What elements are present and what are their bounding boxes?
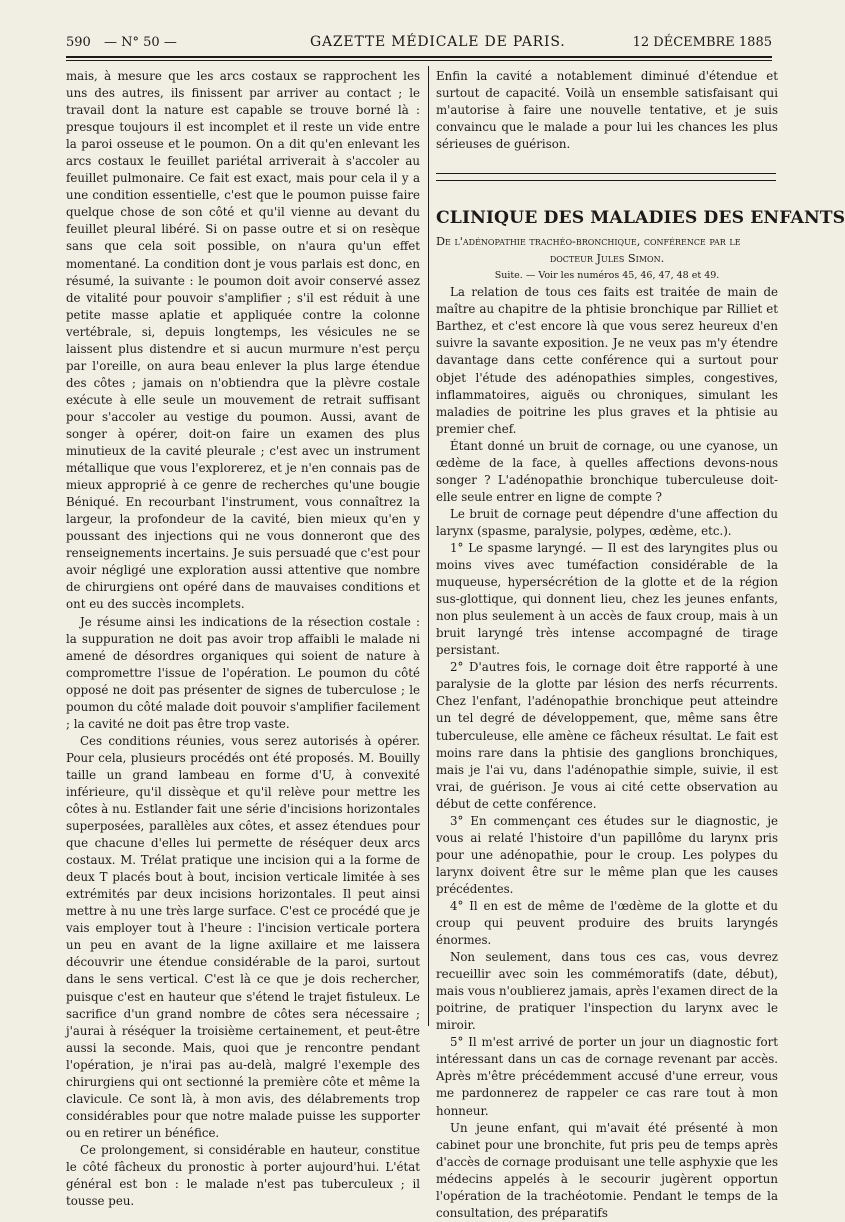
- lecture-body: [436, 284, 778, 1222]
- body-paragraph: Le bruit de cornage peut dépendre d'une affection du larynx (spasme, paralysie, polypes, œdème, etc.).: [436, 506, 778, 538]
- body-paragraph: mais, à mesure que les arcs costaux se rapprochent les uns des autres, ils finissent par arriver au contact ; le travail dont la nature est capable se trouve borné là : presque toujours il est incomplet et il reste un vide entre la paroi osseuse et le poumon. On a dit qu'en enlevant les arcs costaux le feuillet pariétal arriverait à s'accoler au feuillet pulmonaire. Ce fait est exact, mais pour cela il y a une condition essentielle, c'est que le poumon puisse faire quelque chose de son côté et qu'il vienne au devant du feuillet pleural libéré. Si on passe outre et si on resèque sans que cela soit possible, on n'aura qu'un effet momentané. La condition dont je vous parlais est donc, en résumé, la suivante : le poumon doit avoir conservé assez de vitalité pour pouvoir s'amplifier ; s'il est réduit à une petite masse aplatie et appliquée contre la colonne vertébrale, si, depuis longtemps, les vésicules ne se laissent plus distendre et si aucun murmure n'est perçu par l'oreille, on aura beau enlever la plus large étendue des côtes ; jamais on n'obtiendra que la plèvre costale exécute à elle seule un mouvement de retrait suffisant pour s'accoler au vestige du poumon. Aussi, avant de songer à opérer, doit-on faire un examen des plus minutieux de la cavité pleurale ; c'est avec un instrument métallique que vous l'explorerez, et je n'en connais pas de mieux approprié à ce genre de recherches qu'une bougie Béniqué. En recourbant l'instrument, vous connaîtrez la largeur, la profondeur de la cavité, bien mieux qu'en y poussant des injections qui ne vous donneront que des renseignements incertains. Je suis persuadé que c'est pour avoir négligé une exploration aussi attentive que nombre de chirurgiens ont opéré dans de mauvaises conditions et ont eu des succès incomplets.: [66, 69, 420, 612]
- section-title: CLINIQUE DES MALADIES DES ENFANTS: [436, 208, 845, 229]
- body-paragraph: Ce prolongement, si considérable en hauteur, constitue le côté fâcheux du pronostic à porter aujourd'hui. L'état général est bon : le malade n'est pas tuberculeux ; il tousse peu.: [66, 1142, 420, 1209]
- body-paragraph: 1° Le spasme laryngé. — Il est des laryngites plus ou moins vives avec tuméfaction considérable de la muqueuse, hypersécrétion de la glotte et de la région sus-glottique, qui donnent lieu, chez les jeunes enfants, non plus seulement à un accès de faux croup, mais à un bruit laryngé très intense accompagné de tirage persistant.: [436, 540, 778, 658]
- body-paragraph: Étant donné un bruit de cornage, ou une cyanose, un œdème de la face, à quelles affections devons-nous songer ? L'adénopathie bronchique tuberculeuse doit-elle seule entrer en ligne de compte ?: [436, 438, 778, 504]
- suite-note: Suite. — Voir les numéros 45, 46, 47, 48 et 49.: [494, 270, 720, 282]
- body-paragraph: 5° Il m'est arrivé de porter un jour un diagnostic fort intéressant dans un cas de cornage revenant par accès. Après m'être précédemment accusé d'une erreur, vous me pardonnerez de rappeler ce cas rare tout à mon honneur.: [436, 1035, 778, 1118]
- body-paragraph: Non seulement, dans tous ces cas, vous devrez recueillir avec soin les commémoratifs (date, début), mais vous n'oublierez jamais, après l'examen direct de la poitrine, de pratiquer l'inspection du larynx avec le miroir.: [436, 950, 778, 1033]
- body-paragraph: Ces conditions réunies, vous serez autorisés à opérer. Pour cela, plusieurs procédés ont été proposés. M. Bouilly taille un grand lambeau en forme d'U, à convexité inférieure, qu'il dissèque et qu'il relève pour mettre les côtes à nu. Estlander fait une série d'incisions horizontales superposées, parallèles aux côtes, et assez étendues pour que chacune d'elles lui permette de réséquer deux arcs costaux. M. Trélat pratique une incision qui a la forme de deux T placés bout à bout, incision verticale limitée à ses extrémités par deux incisions horizontales. Il peut ainsi mettre à nu une très large surface. C'est ce procédé que je vais employer tout à l'heure : l'incision verticale portera un peu en avant de la ligne axillaire et me laissera découvrir une étendue considérable de la paroi, surtout dans le sens vertical. C'est là ce que je dois rechercher, puisque c'est en hauteur que s'étend le trajet fistuleux. Le sacrifice d'un grand nombre de côtes sera nécessaire ; j'aurai à réséquer la troisième certainement, et peut-être aussi la seconde. Mais, quoi que je rencontre pendant l'opération, je n'irai pas au-delà, malgré l'exemple des chirurgiens qui ont sectionné la première côte et même la clavicule. Ce sont là, à mon avis, des délabrements trop considérables pour que notre malade puisse les supporter ou en retirer un bénéfice.: [66, 733, 420, 1140]
- lecture-title: [436, 233, 778, 267]
- column-divider: [428, 66, 429, 1026]
- section-rule: [436, 173, 776, 174]
- lecture-title-text: De l'adénopathie trachéo-bronchique, conférence par le: [436, 235, 741, 249]
- lecture-author: docteur Jules Simon.: [549, 252, 665, 266]
- body-paragraph: Je résume ainsi les indications de la résection costale : la suppuration ne doit pas avoir trop affaibli le malade ni amené de désordres organiques qui soient de nature à compromettre l'issue de l'opération. Le poumon du côté opposé ne doit pas présenter de signes de tuberculose ; le poumon du côté malade doit pouvoir s'amplifier facilement ; la cavité ne doit pas être trop vaste.: [66, 614, 420, 731]
- journal-title: GAZETTE MÉDICALE DE PARIS.: [310, 34, 566, 50]
- issue-number: — N° 50 —: [104, 35, 177, 50]
- body-paragraph: La relation de tous ces faits est traitée de main de maître au chapitre de la phtisie bronchique par Rilliet et Barthez, et c'est encore là que vous serez heureux d'en suivre la savante exposition. Je ne veux pas m'y étendre davantage dans cette conférence qui a surtout pour objet l'étude des adénopathies simples, congestives, inflammatoires, aiguës ou chroniques, simulant les maladies de poitrine les plus graves et la phtisie au premier chef.: [436, 285, 778, 436]
- header-rule-thin: [66, 60, 772, 61]
- page-number: 590: [66, 35, 91, 50]
- body-paragraph: 4° Il en est de même de l'œdème de la glotte et du croup qui peuvent produire des bruits laryngés énormes.: [436, 898, 778, 948]
- body-paragraph: 2° D'autres fois, le cornage doit être rapporté à une paralysie de la glotte par lésion des nerfs récurrents. Chez l'enfant, l'adénopathie bronchique peut atteindre un tel degré de développement, que, même sans être tuberculeuse, elle amène ce fâcheux résultat. Le fait est moins rare dans la phtisie des ganglions bronchiques, mais je l'ai vu, dans l'adénopathie simple, suivie, il est vrai, de guérison. Je vous ai cité cette observation au début de cette conférence.: [436, 660, 778, 811]
- section-rule-thin: [436, 180, 776, 181]
- body-paragraph: Un jeune enfant, qui m'avait été présenté à mon cabinet pour une bronchite, fut pris peu de temps après d'accès de cornage produisant une telle asphyxie que les médecins appelés à le secourir jugèrent opportun l'opération de la trachéotomie. Pendant le temps de la consultation, des préparatifs: [436, 1120, 778, 1220]
- right-column: [436, 68, 845, 1220]
- header-rule: [66, 56, 772, 58]
- left-column: [66, 68, 420, 1209]
- page-header: [60, 33, 772, 55]
- continuation-paragraph: Enfin la cavité a notablement diminué d'étendue et surtout de capacité. Voilà un ensemble satisfaisant qui m'autorise à faire une nouvelle tentative, et je suis convaincu que le malade a pour lui les chances les plus sérieuses de guérison.: [436, 69, 778, 152]
- issue-date: 12 DÉCEMBRE 1885: [632, 35, 772, 50]
- body-paragraph: 3° En commençant ces études sur le diagnostic, je vous ai relaté l'histoire d'un papillôme du larynx pris pour une adénopathie, pour le croup. Les polypes du larynx doivent être sur le même plan que les causes précédentes.: [436, 813, 778, 896]
